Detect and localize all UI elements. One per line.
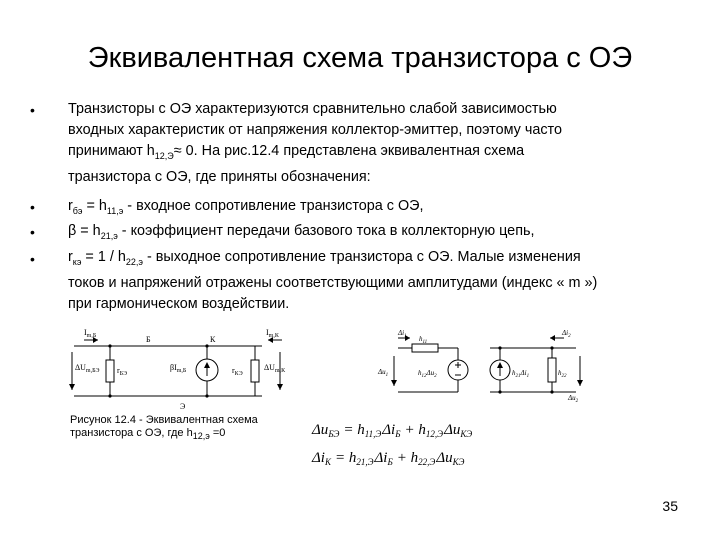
- text-segment: r: [68, 198, 73, 214]
- node-b: Б: [146, 335, 151, 344]
- text-line: [68, 247, 690, 273]
- subscript: 11,э: [106, 205, 124, 216]
- label-rbe: $r_{БЭ}$: [117, 366, 128, 377]
- text-segment: ≈ 0. На рис.12.4 представлена эквивалентная схема: [173, 143, 525, 159]
- slide-title: Эквивалентная схема транзистора с ОЭ: [87, 42, 633, 74]
- text-segment: = h: [82, 198, 107, 214]
- label-ik: $I_{m,К}$: [266, 328, 279, 339]
- subscript: кэ: [72, 256, 82, 267]
- label-rke: $r_{КЭ}$: [232, 366, 243, 377]
- node-k: К: [210, 335, 216, 344]
- label-h21-src: $h_{21}\Delta i_1$: [512, 369, 530, 379]
- label-h11: $h_{11}$: [419, 335, 428, 345]
- bullet-marker: •: [30, 251, 35, 267]
- bullet-text: [68, 221, 690, 247]
- caption-line: [70, 427, 258, 443]
- label-i2: $\Delta i_2$: [562, 329, 571, 339]
- label-u2: $\Delta u_2$: [568, 394, 579, 404]
- label-ib: $I_{m,Б}$: [84, 328, 97, 339]
- text-segment: - входное сопротивление транзистора с ОЭ,: [123, 198, 424, 214]
- bullet-marker: •: [30, 199, 35, 215]
- label-source: $\beta I_{m,Б}$: [170, 363, 187, 374]
- label-h22: $h_{22}$: [558, 369, 567, 379]
- subscript: 22,э: [125, 256, 143, 267]
- page-number: 35: [662, 498, 678, 514]
- bullet-text: [68, 247, 690, 315]
- text-line: токов и напряжений отражены соответствующими амплитудами (индекс « m »): [68, 274, 598, 291]
- subscript: 21,э: [100, 230, 118, 241]
- text-segment: - выходное сопротивление транзистора с ОЭ. Малые изменения: [142, 249, 581, 265]
- text-segment: принимают h: [68, 143, 155, 159]
- label-h12-src: $h_{12}\Delta u_2$: [418, 369, 437, 379]
- h-parameter-equations: [308, 412, 528, 474]
- bullet-text: [68, 196, 690, 222]
- text-segment: r: [68, 249, 73, 265]
- caption-line: Рисунок 12.4 - Эквивалентная схема: [70, 414, 258, 426]
- bullet-marker: •: [30, 102, 35, 118]
- text-line: при гармоническом воздействии.: [68, 295, 290, 312]
- subscript: 12,э: [192, 431, 210, 442]
- equation-1: $\Delta u_{БЭ} = h_{11,Э}\Delta i_Б + h_{12,Э}\Delta u_{КЭ}$: [312, 422, 473, 439]
- bullet-marker: •: [30, 224, 35, 240]
- text-line: транзистора с ОЭ, где приняты обозначения:: [68, 168, 371, 185]
- bullet-text: [68, 99, 690, 188]
- subscript: 12,Э: [154, 150, 174, 161]
- text-segment: = 1 / h: [81, 249, 126, 265]
- text-line: Транзисторы с ОЭ характеризуются сравнительно слабой зависимостью: [68, 101, 557, 117]
- text-line: входных характеристик от напряжения коллектор-эмиттер, поэтому часто: [68, 122, 562, 138]
- text-segment: транзистора с ОЭ, где h: [70, 427, 193, 439]
- label-uke: $\Delta U_{m,К}$: [264, 363, 286, 374]
- label-u1: $\Delta u_1$: [378, 368, 389, 378]
- ce-equivalent-circuit: [62, 318, 302, 412]
- equation-2: $\Delta i_К = h_{21,Э}\Delta i_Б + h_{22,Э}\Delta u_{КЭ}$: [312, 450, 465, 467]
- text-segment: =0: [209, 427, 226, 439]
- text-segment: β = h: [68, 223, 101, 239]
- text-segment: - коэффициент передачи базового тока в коллекторную цепь,: [117, 223, 535, 239]
- subscript: бэ: [72, 205, 83, 216]
- text-line: [68, 141, 690, 167]
- label-i1: $\Delta i_1$: [398, 329, 407, 339]
- label-ube: $\Delta U_{m,БЭ}$: [75, 363, 100, 374]
- node-e: Э: [180, 402, 186, 411]
- h-parameter-circuit: [378, 326, 584, 404]
- figure-caption: [70, 414, 258, 443]
